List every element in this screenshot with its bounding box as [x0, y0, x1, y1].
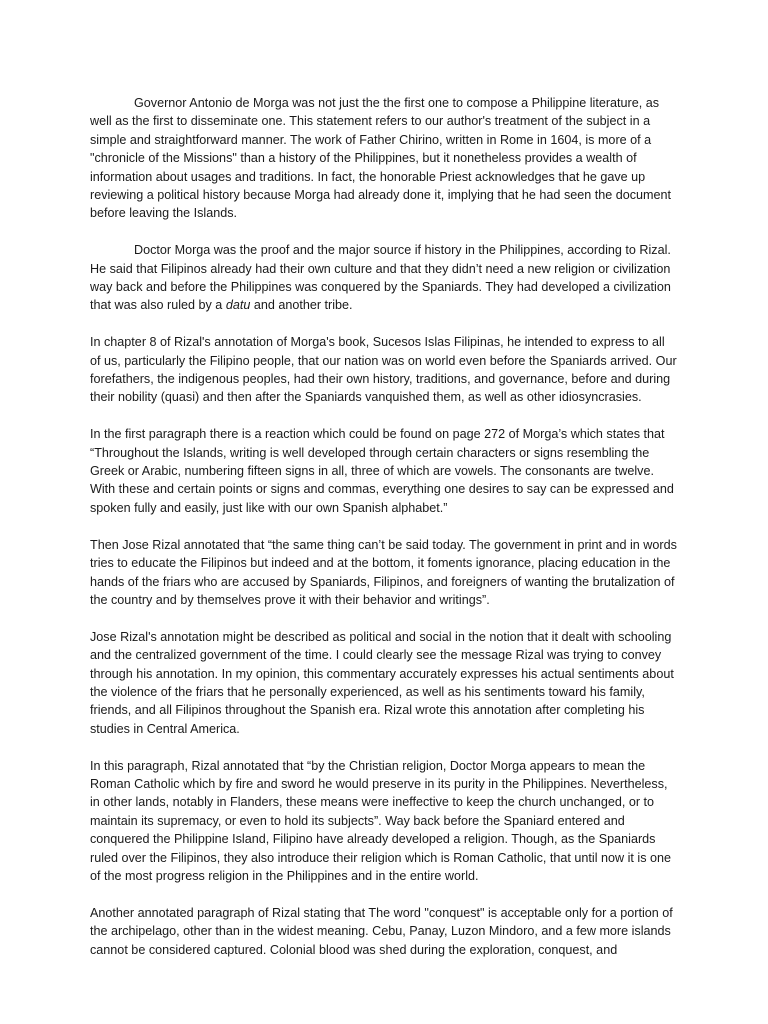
- document-body: [90, 94, 678, 977]
- paragraph-text-before: Doctor Morga was the proof and the major source if history in the Philippines, according to Rizal. He said that Filipinos already had their own culture and that they didn’t need a new religion or civilization way back and before the Philippines was conquered by the Spaniards. They had developed a civilization that was also ruled by a: [90, 243, 671, 313]
- paragraph-morga-history-source: [90, 241, 678, 315]
- italic-term-datu: datu: [225, 298, 251, 313]
- paragraph-morga-literature: Governor Antonio de Morga was not just the the first one to compose a Philippine literature, as well as the first to disseminate one. This statement refers to our author's treatment of the subject in a simple and straightforward manner. The work of Father Chirino, written in Rome in 1604, is more of a "chronicle of the Missions" than a history of the Philippines, but it nonetheless provides a wealth of information about usages and traditions. In fact, the honorable Priest acknowledges that he gave up reviewing a political history because Morga had already done it, implying that he had seen the document before leaving the Islands.: [90, 96, 672, 221]
- paragraph-rizal-annotation-education: Then Jose Rizal annotated that “the same thing can’t be said today. The government in print and in words tries to educate the Filipinos but indeed and at the bottom, it foments ignorance, placing education in the hands of the friars who are accused by Spaniards, Filipinos, and foreigners of wanting the brutalization of the country and by themselves prove it with their behavior and writings”.: [90, 537, 677, 607]
- paragraph-political-social: Jose Rizal's annotation might be described as political and social in the notion that it dealt with schooling and the centralized government of the time. I could clearly see the message Rizal was trying to convey through his annotation. In my opinion, this commentary accurately expresses his actual sentiments about the violence of the friars that he personally experienced, as well as his sentiments toward his family, friends, and all Filipinos throughout the Spanish era. Rizal wrote this annotation after completing his studies in Central America.: [90, 629, 674, 736]
- paragraph-first-reaction: In the first paragraph there is a reaction which could be found on page 272 of Morga’s which states that “Throughout the Islands, writing is well developed through certain characters or signs resembling the Greek or Arabic, numbering fifteen signs in all, three of which are vowels. The consonants are twelve. With these and certain points or signs and commas, everything one desires to say can be expressed and spoken fully and easily, just like with our own Spanish alphabet.”: [90, 427, 674, 515]
- paragraph-chapter-8: In chapter 8 of Rizal's annotation of Morga's book, Sucesos Islas Filipinas, he intended to express to all of us, particularly the Filipino people, that our nation was on world even before the Spaniards arrived. Our forefathers, the indigenous peoples, had their own history, traditions, and governance, before and during their nobility (quasi) and then after the Spaniards vanquished them, as well as other idiosyncrasies.: [90, 335, 677, 405]
- paragraph-conquest: Another annotated paragraph of Rizal stating that The word "conquest" is acceptable only for a portion of the archipelago, other than in the widest meaning. Cebu, Panay, Luzon Mindoro, and a few more islands cannot be considered captured. Colonial blood was shed during the exploration, conquest, and: [90, 905, 673, 957]
- paragraph-christian-religion: In this paragraph, Rizal annotated that “by the Christian religion, Doctor Morga appears to mean the Roman Catholic which by fire and sword he would preserve in its purity in the Philippines. Nevertheless, in other lands, notably in Flanders, these means were ineffective to keep the church unchanged, or to maintain its supremacy, or even to hold its subjects”. Way back before the Spaniard entered and conquered the Philippine Island, Filipino have already developed a religion. Though, as the Spaniards ruled over the Filipinos, they also introduce their religion which is Roman Catholic, that until now it is one of the most progress religion in the Philippines and in the entire world.: [90, 758, 672, 883]
- paragraph-text-after: and another tribe.: [250, 298, 353, 313]
